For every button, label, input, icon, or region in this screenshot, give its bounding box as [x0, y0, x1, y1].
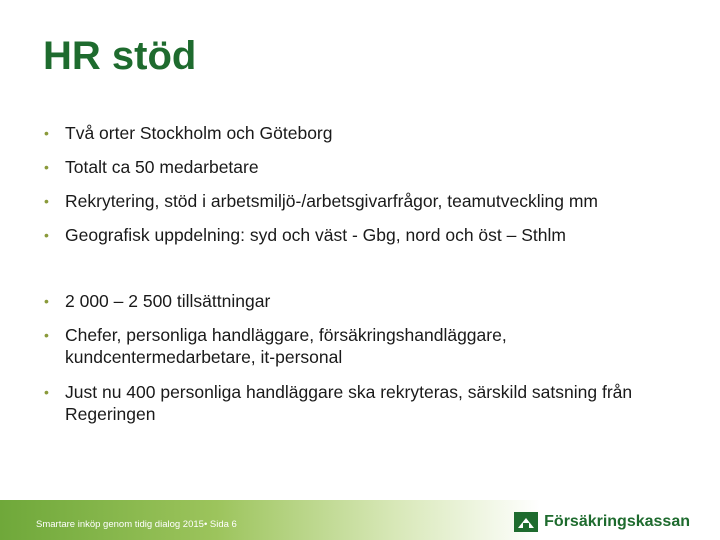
bullet-dot: • — [44, 293, 49, 309]
bullet-text: Geografisk uppdelning: syd och väst - Gbg, nord och öst – Sthlm — [65, 225, 566, 245]
bullet-item — [44, 324, 685, 368]
footer-bar — [0, 500, 720, 540]
logo-mark-icon — [514, 512, 538, 532]
footer-text: Smartare inköp genom tidig dialog 2015• Sida 6 — [36, 519, 237, 530]
bullet-text: Totalt ca 50 medarbetare — [65, 157, 259, 177]
bullet-text: Chefer, personliga handläggare, försäkringshandläggare, kundcentermedarbetare, it-personal — [65, 325, 507, 367]
bullet-item — [44, 381, 685, 425]
logo-text: Försäkringskassan — [544, 513, 690, 530]
bullet-item — [44, 224, 685, 246]
bullet-dot: • — [44, 193, 49, 209]
bullet-text: Två orter Stockholm och Göteborg — [65, 123, 333, 143]
bullet-item — [44, 290, 685, 312]
slide-title: HR stöd — [43, 34, 197, 78]
bullet-item — [44, 156, 685, 178]
bullet-dot: • — [44, 384, 49, 400]
bullet-text: Just nu 400 personliga handläggare ska rekryteras, särskild satsning från Regeringen — [65, 382, 633, 424]
bullet-item — [44, 122, 685, 144]
bullet-dot: • — [44, 327, 49, 343]
bullet-dot: • — [44, 125, 49, 141]
bullet-text: 2 000 – 2 500 tillsättningar — [65, 291, 271, 311]
bullet-dot: • — [44, 227, 49, 243]
brand-logo — [514, 512, 690, 532]
bullet-text: Rekrytering, stöd i arbetsmiljö-/arbetsgivarfrågor, teamutveckling mm — [65, 191, 598, 211]
bullet-item — [44, 190, 685, 212]
bullet-dot: • — [44, 159, 49, 175]
